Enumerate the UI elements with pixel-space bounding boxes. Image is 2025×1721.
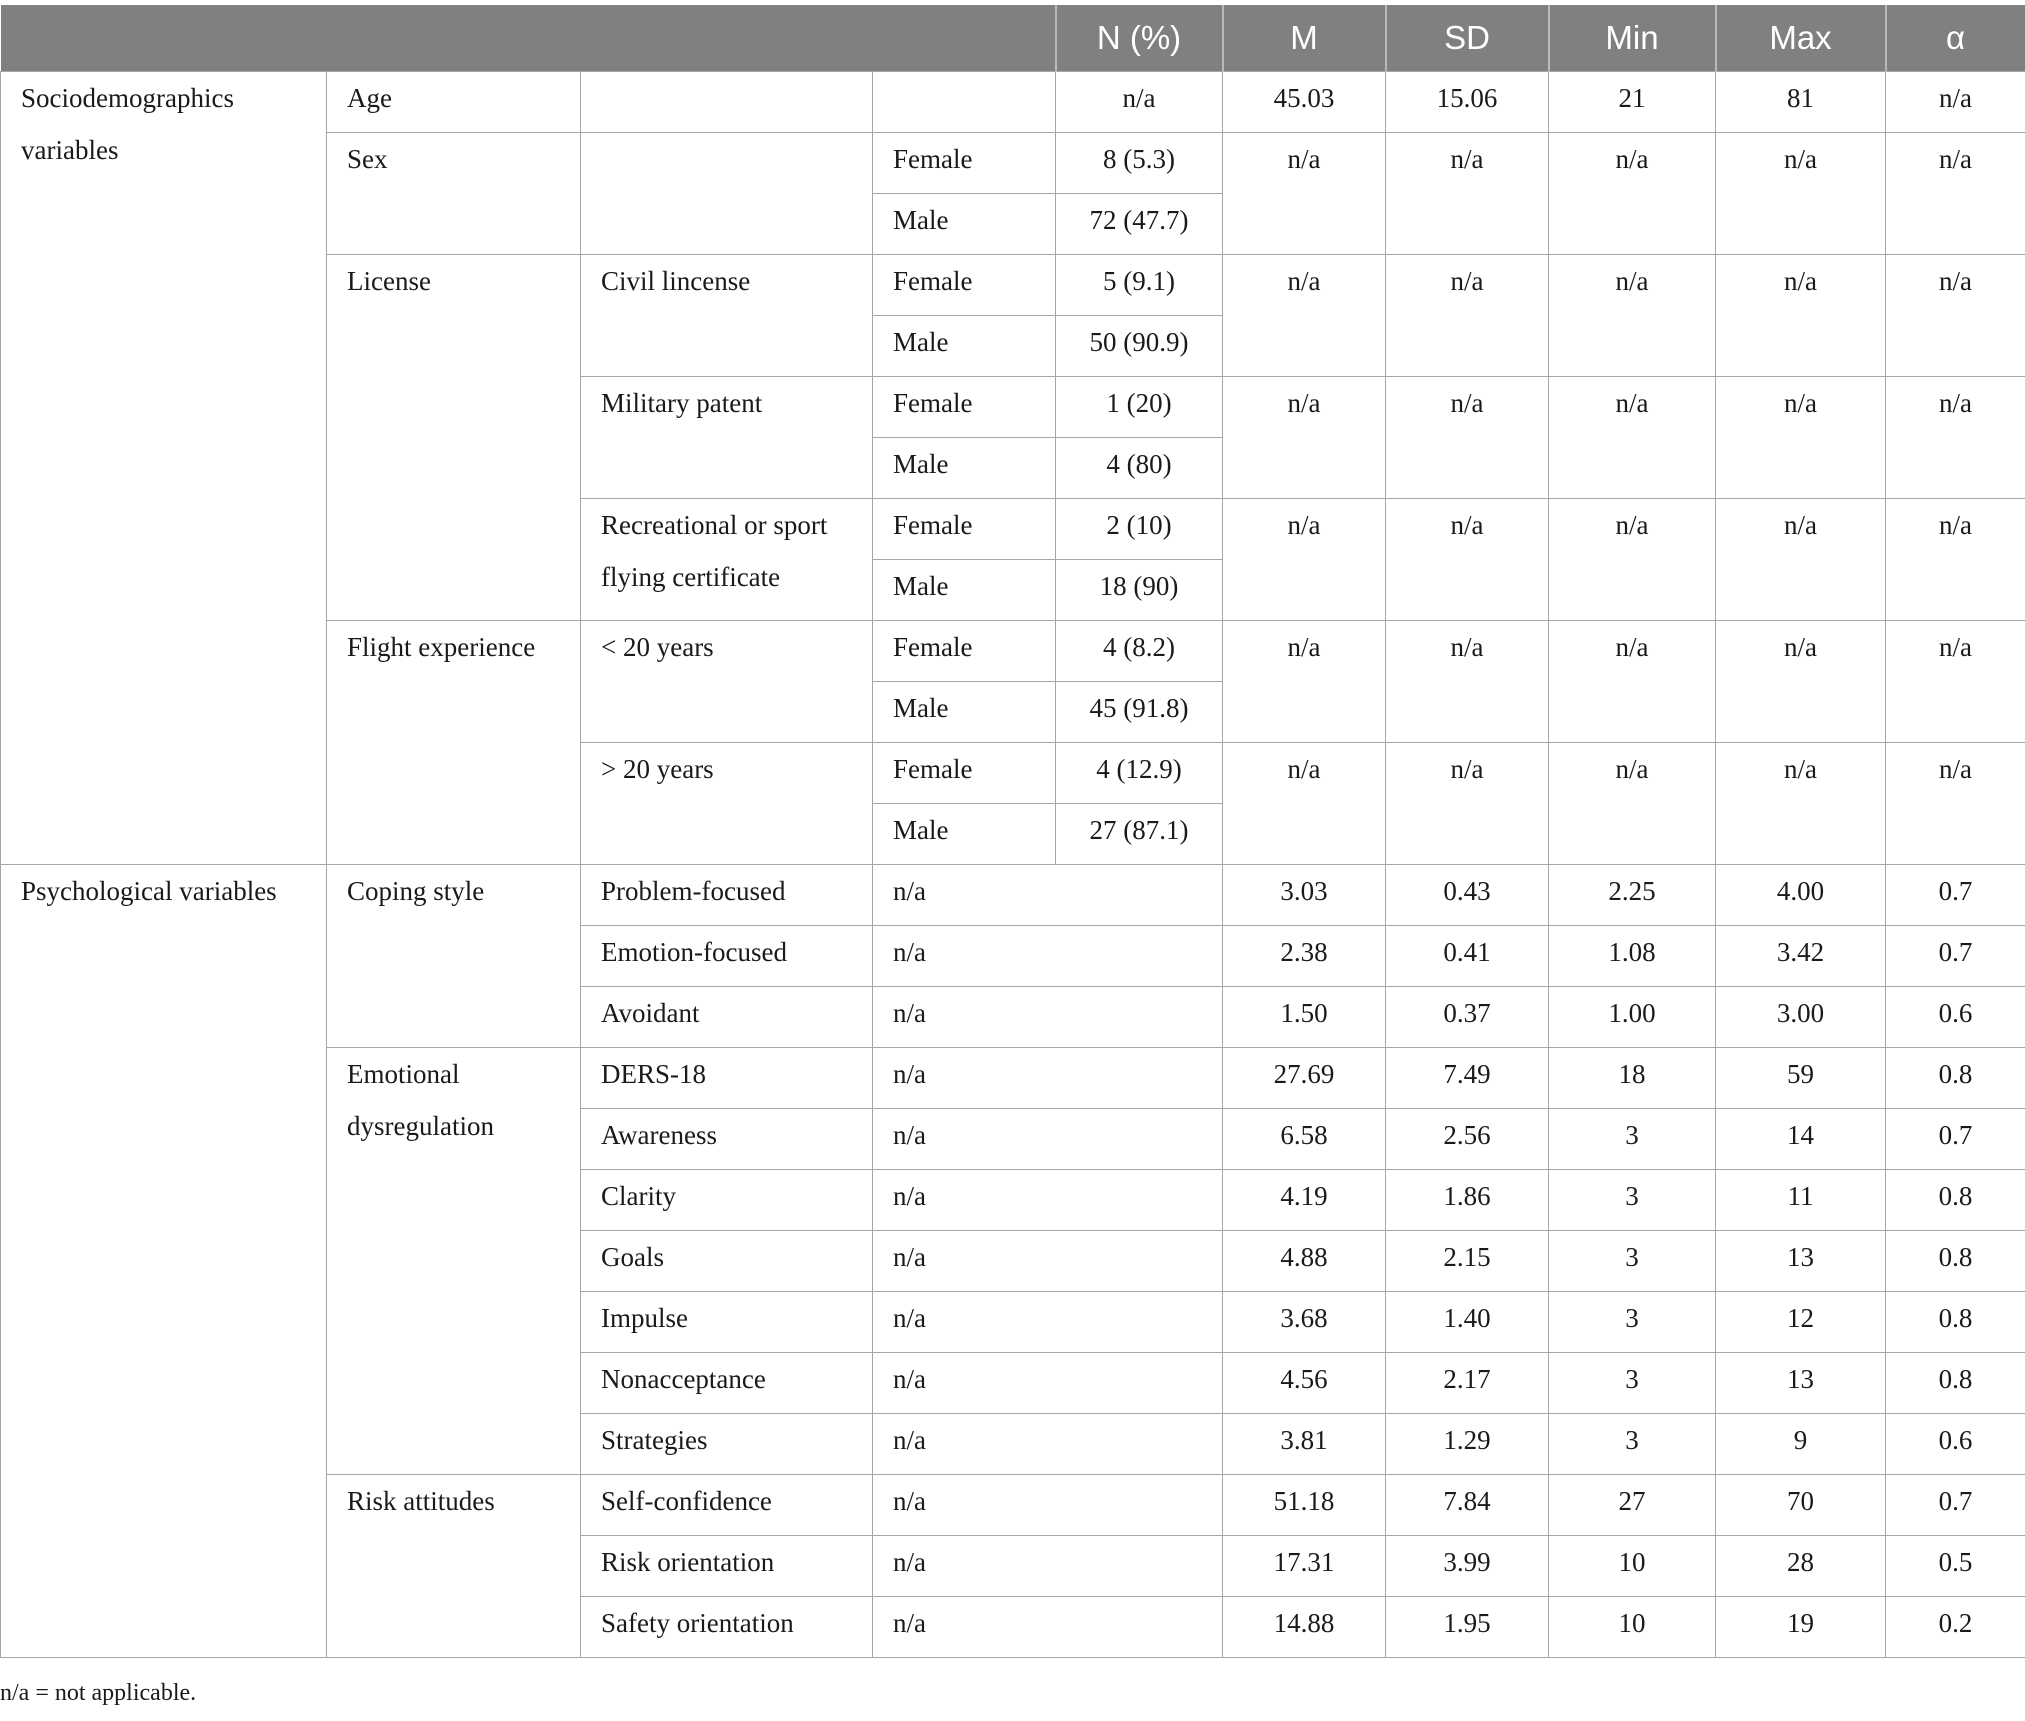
- min-cell: 3: [1549, 1414, 1716, 1475]
- alpha-cell: 0.6: [1886, 1414, 2025, 1475]
- alpha-cell: 0.8: [1886, 1048, 2025, 1109]
- alpha-cell: n/a: [1886, 133, 2025, 255]
- sd-cell: 0.41: [1386, 926, 1549, 987]
- header-cell-blank-1: [1, 5, 327, 72]
- subvariable-cell: [581, 133, 873, 255]
- header-cell-blank-4: [873, 5, 1056, 72]
- sd-cell: n/a: [1386, 255, 1549, 377]
- min-cell: 18: [1549, 1048, 1716, 1109]
- min-cell: 1.08: [1549, 926, 1716, 987]
- n-percent-cell: 72 (47.7): [1056, 194, 1223, 255]
- table-footnote: n/a = not applicable.: [0, 1680, 197, 1706]
- n-percent-cell: 5 (9.1): [1056, 255, 1223, 316]
- subvariable-cell: Problem-focused: [581, 865, 873, 926]
- mean-cell: 6.58: [1223, 1109, 1386, 1170]
- sd-cell: 0.43: [1386, 865, 1549, 926]
- max-cell: 12: [1716, 1292, 1886, 1353]
- max-cell: 11: [1716, 1170, 1886, 1231]
- alpha-cell: n/a: [1886, 255, 2025, 377]
- n-percent-cell: 45 (91.8): [1056, 682, 1223, 743]
- min-cell: 2.25: [1549, 865, 1716, 926]
- sd-cell: 2.56: [1386, 1109, 1549, 1170]
- table-body: [1, 72, 2025, 1658]
- sd-cell: 1.40: [1386, 1292, 1549, 1353]
- max-cell: n/a: [1716, 743, 1886, 865]
- subvariable-cell: Goals: [581, 1231, 873, 1292]
- mean-cell: n/a: [1223, 621, 1386, 743]
- subvariable-cell: Risk orientation: [581, 1536, 873, 1597]
- header-cell-min: Min: [1549, 5, 1716, 72]
- na-cell: n/a: [873, 1414, 1223, 1475]
- sd-cell: 1.86: [1386, 1170, 1549, 1231]
- min-cell: 3: [1549, 1170, 1716, 1231]
- sd-cell: 2.17: [1386, 1353, 1549, 1414]
- group-cell: Psychological variables: [1, 865, 327, 1658]
- header-cell-blank-3: [581, 5, 873, 72]
- alpha-cell: n/a: [1886, 499, 2025, 621]
- sex-cell: Male: [873, 438, 1056, 499]
- max-cell: 81: [1716, 72, 1886, 133]
- min-cell: 3: [1549, 1292, 1716, 1353]
- sex-cell: Male: [873, 194, 1056, 255]
- mean-cell: 27.69: [1223, 1048, 1386, 1109]
- na-cell: n/a: [873, 1048, 1223, 1109]
- na-cell: n/a: [873, 1597, 1223, 1658]
- mean-cell: 51.18: [1223, 1475, 1386, 1536]
- header-cell-alpha: α: [1886, 5, 2025, 72]
- mean-cell: 1.50: [1223, 987, 1386, 1048]
- n-percent-cell: 4 (12.9): [1056, 743, 1223, 804]
- max-cell: n/a: [1716, 133, 1886, 255]
- max-cell: n/a: [1716, 255, 1886, 377]
- header-row: [1, 5, 2025, 72]
- mean-cell: 4.19: [1223, 1170, 1386, 1231]
- min-cell: 10: [1549, 1536, 1716, 1597]
- group-cell: Sociodemographics variables: [1, 72, 327, 865]
- alpha-cell: 0.7: [1886, 1475, 2025, 1536]
- sex-cell: Male: [873, 316, 1056, 377]
- sd-cell: n/a: [1386, 621, 1549, 743]
- sd-cell: 2.15: [1386, 1231, 1549, 1292]
- min-cell: n/a: [1549, 499, 1716, 621]
- mean-cell: 3.03: [1223, 865, 1386, 926]
- subvariable-cell: Avoidant: [581, 987, 873, 1048]
- alpha-cell: 0.7: [1886, 1109, 2025, 1170]
- min-cell: 3: [1549, 1353, 1716, 1414]
- mean-cell: 4.88: [1223, 1231, 1386, 1292]
- max-cell: 59: [1716, 1048, 1886, 1109]
- n-percent-cell: 2 (10): [1056, 499, 1223, 560]
- na-cell: n/a: [873, 865, 1223, 926]
- max-cell: 13: [1716, 1353, 1886, 1414]
- subvariable-cell: > 20 years: [581, 743, 873, 865]
- min-cell: 3: [1549, 1231, 1716, 1292]
- sex-cell: Female: [873, 377, 1056, 438]
- min-cell: 27: [1549, 1475, 1716, 1536]
- subvariable-cell: Self-confidence: [581, 1475, 873, 1536]
- sd-cell: 15.06: [1386, 72, 1549, 133]
- subvariable-cell: Awareness: [581, 1109, 873, 1170]
- na-cell: n/a: [873, 1231, 1223, 1292]
- mean-cell: n/a: [1223, 499, 1386, 621]
- n-percent-cell: n/a: [1056, 72, 1223, 133]
- subvariable-cell: Military patent: [581, 377, 873, 499]
- na-cell: n/a: [873, 987, 1223, 1048]
- alpha-cell: 0.8: [1886, 1231, 2025, 1292]
- na-cell: n/a: [873, 1536, 1223, 1597]
- max-cell: 14: [1716, 1109, 1886, 1170]
- mean-cell: n/a: [1223, 133, 1386, 255]
- alpha-cell: n/a: [1886, 743, 2025, 865]
- na-cell: n/a: [873, 1292, 1223, 1353]
- min-cell: n/a: [1549, 621, 1716, 743]
- na-cell: n/a: [873, 1353, 1223, 1414]
- sd-cell: 7.49: [1386, 1048, 1549, 1109]
- alpha-cell: 0.6: [1886, 987, 2025, 1048]
- sex-cell: Male: [873, 560, 1056, 621]
- sex-cell: Male: [873, 804, 1056, 865]
- mean-cell: 3.68: [1223, 1292, 1386, 1353]
- min-cell: 10: [1549, 1597, 1716, 1658]
- min-cell: n/a: [1549, 743, 1716, 865]
- alpha-cell: n/a: [1886, 621, 2025, 743]
- alpha-cell: 0.8: [1886, 1170, 2025, 1231]
- sex-cell: Female: [873, 499, 1056, 560]
- max-cell: n/a: [1716, 621, 1886, 743]
- sd-cell: n/a: [1386, 499, 1549, 621]
- variable-cell: Age: [327, 72, 581, 133]
- mean-cell: n/a: [1223, 377, 1386, 499]
- alpha-cell: 0.8: [1886, 1353, 2025, 1414]
- subvariable-cell: Strategies: [581, 1414, 873, 1475]
- table-row: [1, 865, 2025, 926]
- na-cell: n/a: [873, 926, 1223, 987]
- mean-cell: 2.38: [1223, 926, 1386, 987]
- n-percent-cell: 27 (87.1): [1056, 804, 1223, 865]
- min-cell: n/a: [1549, 255, 1716, 377]
- variable-cell: Flight experience: [327, 621, 581, 865]
- subvariable-cell: Emotion-focused: [581, 926, 873, 987]
- subvariable-cell: Nonacceptance: [581, 1353, 873, 1414]
- mean-cell: 3.81: [1223, 1414, 1386, 1475]
- mean-cell: n/a: [1223, 743, 1386, 865]
- descriptive-statistics-table: [0, 5, 2025, 1658]
- max-cell: 3.42: [1716, 926, 1886, 987]
- header-cell-mean: M: [1223, 5, 1386, 72]
- max-cell: n/a: [1716, 499, 1886, 621]
- alpha-cell: 0.2: [1886, 1597, 2025, 1658]
- statistics-table-container: [0, 5, 2025, 1658]
- header-cell-max: Max: [1716, 5, 1886, 72]
- na-cell: n/a: [873, 1109, 1223, 1170]
- n-percent-cell: 50 (90.9): [1056, 316, 1223, 377]
- sd-cell: 1.95: [1386, 1597, 1549, 1658]
- n-percent-cell: 8 (5.3): [1056, 133, 1223, 194]
- min-cell: n/a: [1549, 377, 1716, 499]
- max-cell: 28: [1716, 1536, 1886, 1597]
- variable-cell: License: [327, 255, 581, 621]
- sd-cell: 7.84: [1386, 1475, 1549, 1536]
- alpha-cell: 0.8: [1886, 1292, 2025, 1353]
- sex-cell: Female: [873, 743, 1056, 804]
- table-row: [1, 72, 2025, 133]
- header-cell-sd: SD: [1386, 5, 1549, 72]
- max-cell: 70: [1716, 1475, 1886, 1536]
- subvariable-cell: Recreational or sport flying certificate: [581, 499, 873, 621]
- mean-cell: n/a: [1223, 255, 1386, 377]
- variable-cell: Coping style: [327, 865, 581, 1048]
- variable-cell: Risk attitudes: [327, 1475, 581, 1658]
- max-cell: 19: [1716, 1597, 1886, 1658]
- subvariable-cell: Clarity: [581, 1170, 873, 1231]
- alpha-cell: 0.5: [1886, 1536, 2025, 1597]
- subvariable-cell: [581, 72, 873, 133]
- max-cell: 4.00: [1716, 865, 1886, 926]
- n-percent-cell: 18 (90): [1056, 560, 1223, 621]
- subvariable-cell: Civil lincense: [581, 255, 873, 377]
- min-cell: 3: [1549, 1109, 1716, 1170]
- subvariable-cell: < 20 years: [581, 621, 873, 743]
- alpha-cell: n/a: [1886, 377, 2025, 499]
- n-percent-cell: 4 (80): [1056, 438, 1223, 499]
- sd-cell: n/a: [1386, 377, 1549, 499]
- subvariable-cell: Safety orientation: [581, 1597, 873, 1658]
- sd-cell: 0.37: [1386, 987, 1549, 1048]
- n-percent-cell: 4 (8.2): [1056, 621, 1223, 682]
- header-cell-n-percent: N (%): [1056, 5, 1223, 72]
- sex-cell: Male: [873, 682, 1056, 743]
- sex-cell: [873, 72, 1056, 133]
- sex-cell: Female: [873, 255, 1056, 316]
- min-cell: n/a: [1549, 133, 1716, 255]
- min-cell: 21: [1549, 72, 1716, 133]
- mean-cell: 4.56: [1223, 1353, 1386, 1414]
- table-header: [1, 5, 2025, 72]
- mean-cell: 14.88: [1223, 1597, 1386, 1658]
- alpha-cell: n/a: [1886, 72, 2025, 133]
- sex-cell: Female: [873, 133, 1056, 194]
- variable-cell: Sex: [327, 133, 581, 255]
- sd-cell: 3.99: [1386, 1536, 1549, 1597]
- max-cell: n/a: [1716, 377, 1886, 499]
- na-cell: n/a: [873, 1170, 1223, 1231]
- max-cell: 9: [1716, 1414, 1886, 1475]
- mean-cell: 17.31: [1223, 1536, 1386, 1597]
- header-cell-blank-2: [327, 5, 581, 72]
- alpha-cell: 0.7: [1886, 926, 2025, 987]
- sd-cell: n/a: [1386, 133, 1549, 255]
- subvariable-cell: DERS-18: [581, 1048, 873, 1109]
- sex-cell: Female: [873, 621, 1056, 682]
- subvariable-cell: Impulse: [581, 1292, 873, 1353]
- mean-cell: 45.03: [1223, 72, 1386, 133]
- alpha-cell: 0.7: [1886, 865, 2025, 926]
- variable-cell: Emotional dysregulation: [327, 1048, 581, 1475]
- na-cell: n/a: [873, 1475, 1223, 1536]
- sd-cell: n/a: [1386, 743, 1549, 865]
- max-cell: 3.00: [1716, 987, 1886, 1048]
- max-cell: 13: [1716, 1231, 1886, 1292]
- sd-cell: 1.29: [1386, 1414, 1549, 1475]
- n-percent-cell: 1 (20): [1056, 377, 1223, 438]
- min-cell: 1.00: [1549, 987, 1716, 1048]
